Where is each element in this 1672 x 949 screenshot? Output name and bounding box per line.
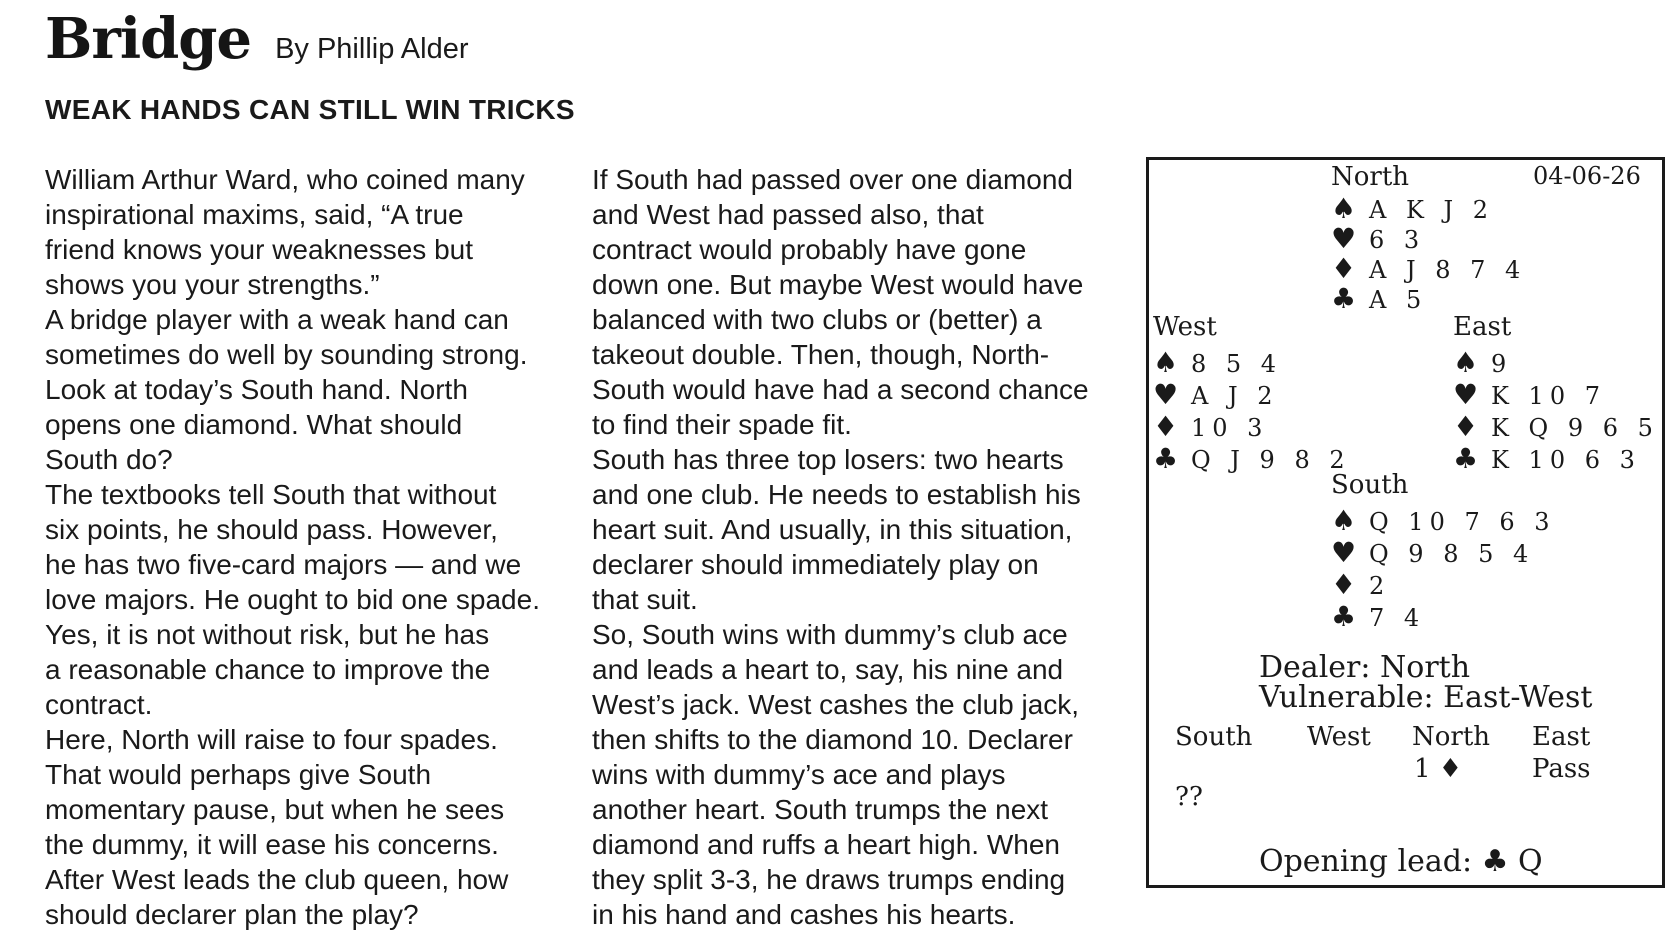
article-column-2 <box>592 162 1147 932</box>
east-diamonds-cards: K Q 9 6 5 <box>1491 414 1659 442</box>
heart-icon: ♥ <box>1331 536 1357 569</box>
article-line: another heart. South trumps the next <box>592 794 1049 825</box>
header <box>45 6 469 72</box>
article-line: they split 3-3, he draws trumps ending <box>592 864 1066 895</box>
east-diamonds <box>1453 410 1659 443</box>
club-icon: ♣ <box>1453 442 1479 475</box>
vulnerable-text: Vulnerable: East-West <box>1259 680 1593 715</box>
article-line: in his hand and cashes his hearts. <box>592 899 1016 930</box>
east-label: East <box>1453 312 1512 342</box>
diamond-icon: ♦ <box>1153 410 1179 443</box>
north-spades-cards: A K J 2 <box>1369 196 1495 224</box>
north-diamonds-cards: A J 8 7 4 <box>1369 256 1527 284</box>
article-line: shows you your strengths.” <box>45 269 380 300</box>
north-hearts <box>1331 222 1425 255</box>
article-line: sometimes do well by sounding strong. <box>45 339 528 370</box>
article-line: diamond and ruffs a heart high. When <box>592 829 1061 860</box>
article-line: six points, he should pass. However, <box>45 514 498 545</box>
column-title: Bridge <box>45 6 252 72</box>
article-line: the dummy, it will ease his concerns. <box>45 829 499 860</box>
article-line: balanced with two clubs or (better) a <box>592 304 1042 335</box>
south-hearts-cards: Q 9 8 5 4 <box>1369 540 1535 568</box>
headline: WEAK HANDS CAN STILL WIN TRICKS <box>45 94 575 125</box>
south-spades-cards: Q 10 7 6 3 <box>1369 508 1556 536</box>
auction-header-east: East <box>1532 722 1591 752</box>
club-icon: ♣ <box>1331 282 1357 315</box>
article-line: heart suit. And usually, in this situation, <box>592 514 1073 545</box>
north-hearts-cards: 6 3 <box>1369 226 1426 254</box>
article-line: inspirational maxims, said, “A true <box>45 199 464 230</box>
west-hearts-cards: A J 2 <box>1191 382 1279 410</box>
article-line: contract would probably have gone <box>592 234 1027 265</box>
east-spades-cards: 9 <box>1491 350 1513 378</box>
article-line: Yes, it is not without risk, but he has <box>45 619 490 650</box>
article-line: So, South wins with dummy’s club ace <box>592 619 1068 650</box>
article-line: declarer should immediately play on <box>592 549 1039 580</box>
south-diamonds <box>1331 568 1390 601</box>
south-clubs-cards: 7 4 <box>1369 604 1426 632</box>
spade-icon: ♠ <box>1331 192 1357 225</box>
article-line: Look at today’s South hand. North <box>45 374 468 405</box>
spade-icon: ♠ <box>1153 346 1179 379</box>
article-line: contract. <box>45 689 153 720</box>
article-line: he has two five-card majors — and we <box>45 549 522 580</box>
article-line: After West leads the club queen, how <box>45 864 509 895</box>
north-diamonds <box>1331 252 1526 285</box>
north-label: North <box>1331 162 1410 192</box>
article-line: opens one diamond. What should <box>45 409 463 440</box>
article-line: That would perhaps give South <box>45 759 432 790</box>
article-line: West’s jack. West cashes the club jack, <box>592 689 1080 720</box>
spade-icon: ♠ <box>1453 346 1479 379</box>
east-spades <box>1453 346 1512 379</box>
west-spades-cards: 8 5 4 <box>1191 350 1283 378</box>
article-line: and one club. He needs to establish his <box>592 479 1081 510</box>
east-hearts-cards: K 10 7 <box>1491 382 1606 410</box>
south-clubs <box>1331 600 1425 633</box>
west-clubs <box>1153 442 1351 475</box>
west-diamonds <box>1153 410 1268 443</box>
article-line: love majors. He ought to bid one spade. <box>45 584 540 615</box>
diagram-date: 04-06-26 <box>1533 162 1641 190</box>
heart-icon: ♥ <box>1331 222 1357 255</box>
south-spades <box>1331 504 1556 537</box>
bridge-diagram <box>1146 157 1665 888</box>
diamond-icon: ♦ <box>1453 410 1479 443</box>
article-line: should declarer plan the play? <box>45 899 419 930</box>
article-line: Here, North will raise to four spades. <box>45 724 498 755</box>
article-column-1 <box>45 162 600 932</box>
article-line: wins with dummy’s ace and plays <box>592 759 1006 790</box>
article-line: South would have had a second chance <box>592 374 1089 405</box>
west-spades <box>1153 346 1282 379</box>
auction-east-bid: Pass <box>1532 754 1591 784</box>
article-line: then shifts to the diamond 10. Declarer <box>592 724 1073 755</box>
north-clubs <box>1331 282 1427 315</box>
west-label: West <box>1153 312 1217 342</box>
article-line: and West had passed also, that <box>592 199 984 230</box>
west-diamonds-cards: 10 3 <box>1191 414 1269 442</box>
club-icon: ♣ <box>1331 600 1357 633</box>
east-clubs <box>1453 442 1641 475</box>
west-hearts <box>1153 378 1278 411</box>
opening-lead: Opening lead: ♣ Q <box>1259 844 1543 879</box>
article-line: takeout double. Then, though, North- <box>592 339 1050 370</box>
article-line: The textbooks tell South that without <box>45 479 497 510</box>
auction-north-bid: 1 ♦ <box>1414 754 1463 784</box>
dealer-text: Dealer: North <box>1259 650 1471 685</box>
east-clubs-cards: K 10 6 3 <box>1491 446 1641 474</box>
spade-icon: ♠ <box>1331 504 1357 537</box>
auction-header-south: South <box>1175 722 1253 752</box>
auction-header-north: North <box>1412 722 1491 752</box>
west-clubs-cards: Q J 9 8 2 <box>1191 446 1351 474</box>
auction-header-west: West <box>1307 722 1371 752</box>
article-line: down one. But maybe West would have <box>592 269 1084 300</box>
article-line: and leads a heart to, say, his nine and <box>592 654 1064 685</box>
article-line: If South had passed over one diamond <box>592 164 1074 195</box>
south-label: South <box>1331 470 1409 500</box>
north-spades <box>1331 192 1494 225</box>
north-clubs-cards: A 5 <box>1369 286 1428 314</box>
diamond-icon: ♦ <box>1331 252 1357 285</box>
article-line: friend knows your weaknesses but <box>45 234 473 265</box>
article-line: South has three top losers: two hearts <box>592 444 1064 475</box>
article-line: South do? <box>45 444 173 475</box>
club-icon: ♣ <box>1153 442 1179 475</box>
east-hearts <box>1453 378 1606 411</box>
auction-south-bid: ?? <box>1175 782 1203 812</box>
heart-icon: ♥ <box>1153 378 1179 411</box>
article-line: A bridge player with a weak hand can <box>45 304 509 335</box>
south-diamonds-cards: 2 <box>1369 572 1391 600</box>
article-line: to find their spade fit. <box>592 409 852 440</box>
article-line: a reasonable chance to improve the <box>45 654 491 685</box>
diamond-icon: ♦ <box>1331 568 1357 601</box>
heart-icon: ♥ <box>1453 378 1479 411</box>
article-line: momentary pause, but when he sees <box>45 794 505 825</box>
south-hearts <box>1331 536 1534 569</box>
byline: By Phillip Alder <box>275 33 469 65</box>
article-line: that suit. <box>592 584 698 615</box>
article-line: William Arthur Ward, who coined many <box>45 164 525 195</box>
